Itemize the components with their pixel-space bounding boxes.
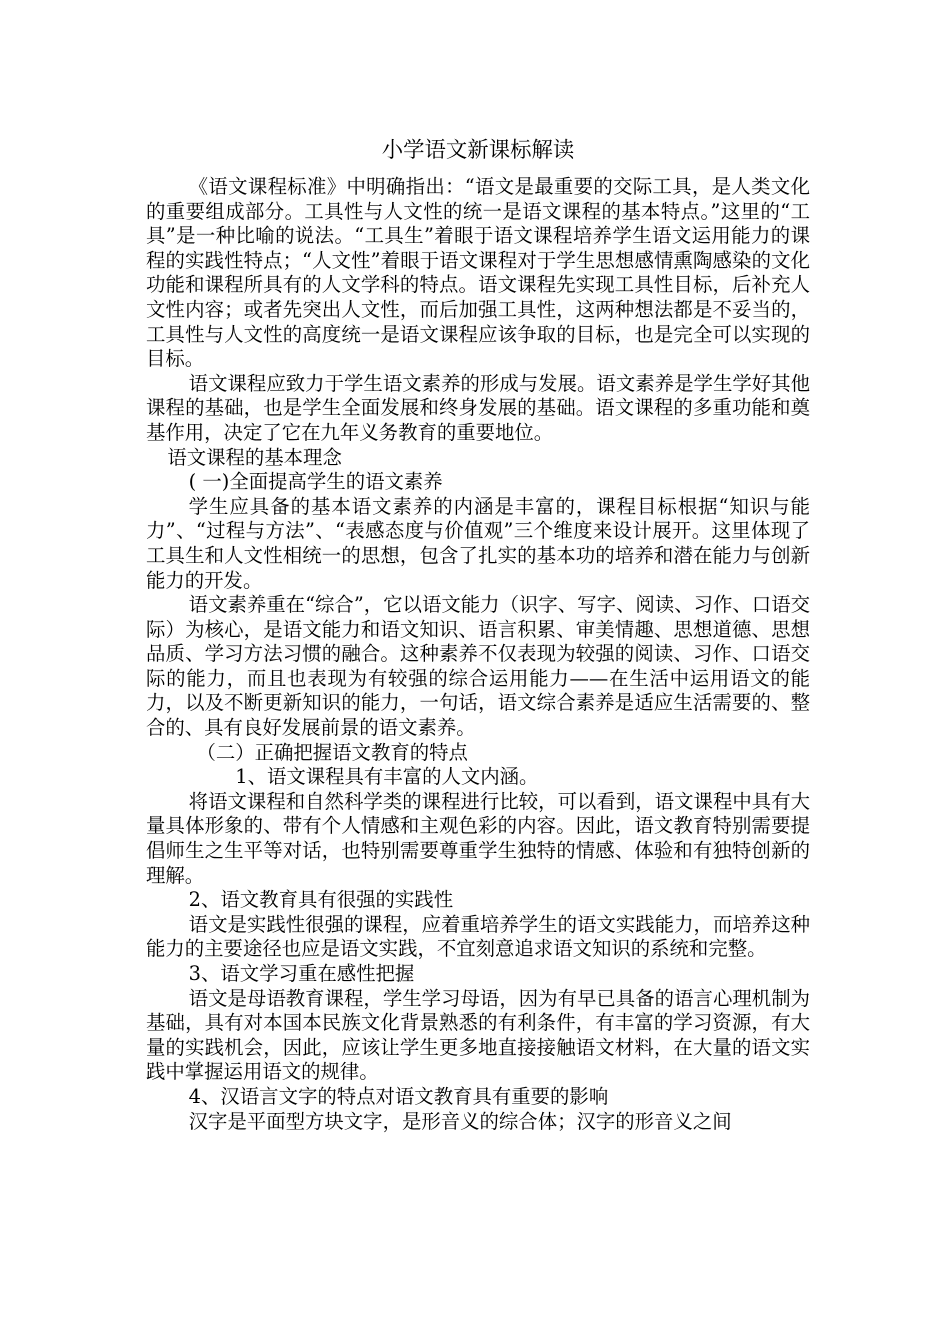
item-heading-4: 4、汉语言文字的特点对语文教育具有重要的影响	[188, 1084, 609, 1108]
paragraph-4: 语文素养重在“综合”，它以语文能力（识字、写字、阅读、习作、口语交际）为核心，是语文能力和语文知识、语言积累、审美情趣、思想道德、思想品质、学习方法习惯的融合。这种素养不仅表现为较强的阅读、习作、口语交际的能力，而且也表现为有较强的综合运用能力——在生活中运用语文的能力，以及不断更新知识的能力，一句话，语文综合素养是适应生活需要的、整合的、具有良好发展前景的语文素养。	[146, 593, 810, 740]
subheading-1: ( 一)全面提高学生的语文素养	[188, 470, 443, 494]
paragraph-6: 语文是实践性很强的课程，应着重培养学生的语文实践能力，而培养这种能力的主要途径也应是语文实践，不宜刻意追求语文知识的系统和完整。	[146, 912, 810, 961]
paragraph-8: 汉字是平面型方块文字，是形音义的综合体；汉字的形音义之间	[188, 1109, 732, 1133]
section-heading-basic-concepts: 语文课程的基本理念	[167, 445, 342, 469]
paragraph-1: 《语文课程标准》中明确指出：“语文是最重要的交际工具，是人类文化的重要组成部分。工具性与人文性的统一是语文课程的基本特点。”这里的“工具”是一种比喻的说法。“工具生”着眼于语文课程培养学生语文运用能力的课程的实践性特点；“人文性”着眼于语文课程对于学生思想感情熏陶感染的文化功能和课程所具有的人文学科的特点。语文课程先实现工具性目标，后补充人文性内容；或者先突出人文性，而后加强工具性，这两种想法都是不妥当的，工具性与人文性的高度统一是语文课程应该争取的目标，也是完全可以实现的目标。	[146, 175, 810, 371]
paragraph-2: 语文课程应致力于学生语文素养的形成与发展。语文素养是学生学好其他课程的基础，也是学生全面发展和终身发展的基础。语文课程的多重功能和奠基作用，决定了它在九年义务教育的重要地位。	[146, 371, 810, 444]
document-body	[146, 175, 810, 1134]
item-heading-2: 2、语文教育具有很强的实践性	[188, 888, 454, 912]
paragraph-3: 学生应具备的基本语文素养的内涵是丰富的，课程目标根据“知识与能力”、“过程与方法”、“表感态度与价值观”三个维度来设计展开。这里体现了工具生和人文性相统一的思想，包含了扎实的基本功的培养和潜在能力与创新能力的开发。	[146, 494, 810, 592]
paragraph-5: 将语文课程和自然科学类的课程进行比较，可以看到，语文课程中具有大量具体形象的、带有个人情感和主观色彩的内容。因此，语文教育特别需要提倡师生之生平等对话，也特别需要尊重学生独特的情感、体验和有独特创新的理解。	[146, 789, 810, 887]
document-title: 小学语文新课标解读	[381, 138, 575, 163]
item-heading-1: 1、语文课程具有丰富的人文内涵。	[235, 765, 539, 789]
paragraph-7: 语文是母语教育课程，学生学习母语，因为有早已具备的语言心理机制为基础，具有对本国本民族文化背景熟悉的有利条件，有丰富的学习资源，有大量的实践机会，因此，应该让学生更多地直接接触语文材料，在大量的语文实践中掌握运用语文的规律。	[146, 986, 810, 1084]
subheading-2: （二）正确把握语文教育的特点	[196, 740, 468, 764]
item-heading-3: 3、语文学习重在感性把握	[188, 962, 415, 985]
